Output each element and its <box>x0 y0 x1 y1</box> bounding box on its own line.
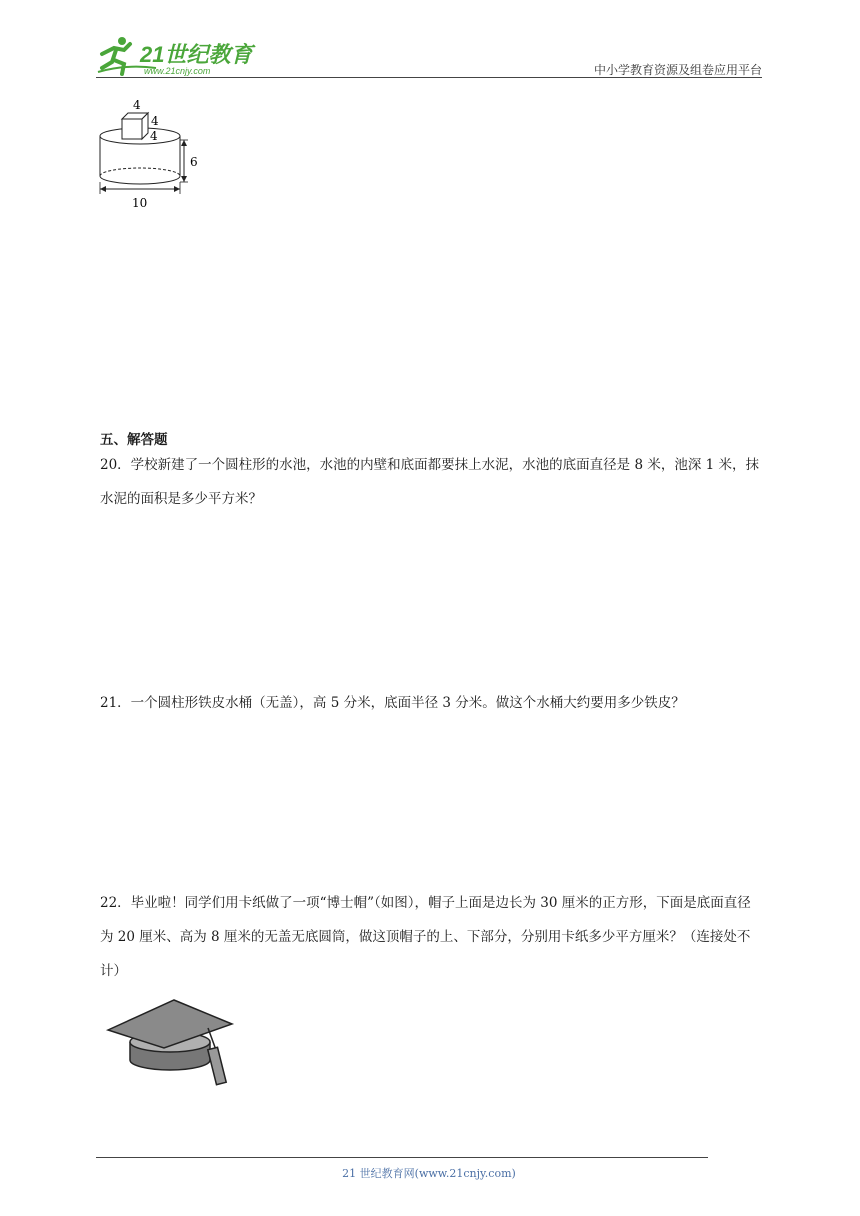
height-label: 6 <box>190 155 198 169</box>
diameter-label: 10 <box>132 196 148 210</box>
logo-text: 21世纪教育 <box>140 42 253 67</box>
header-divider <box>96 77 762 78</box>
question-21: 21．一个圆柱形铁皮水桶（无盖），高 5 分米，底面半径 3 分米。做这个水桶大约要用多少铁皮？ <box>100 695 685 711</box>
footer-link[interactable]: 21 世纪教育网(www.21cnjy.com) <box>342 1167 516 1180</box>
section-title: 五、解答题 <box>100 432 168 448</box>
platform-label: 中小学教育资源及组卷应用平台 <box>593 63 762 77</box>
cube-top-label: 4 <box>133 98 141 112</box>
graduation-cap-figure <box>104 998 244 1094</box>
footer-divider <box>96 1157 708 1158</box>
cube-side-label: 4 <box>151 114 159 128</box>
site-logo <box>96 34 266 78</box>
logo-url: www.21cnjy.com <box>144 66 211 76</box>
cube-bottom-label: 4 <box>150 129 158 143</box>
question-20: 20．学校新建了一个圆柱形的水池，水池的内壁和底面都要抹上水泥，水池的底面直径是 8 米，池深 1 米，抹水泥的面积是多少平方米？ <box>100 457 760 507</box>
cube-on-cylinder-figure <box>92 94 222 214</box>
question-22: 22．毕业啦！同学们用卡纸做了一项“博士帽”（如图），帽子上面是边长为 30 厘米的正方形，下面是底面直径为 20 厘米、高为 8 厘米的无盖无底圆筒，做这顶帽子的上、下部分，分别用卡纸多少平方厘米？（连接处不计） <box>100 895 751 979</box>
